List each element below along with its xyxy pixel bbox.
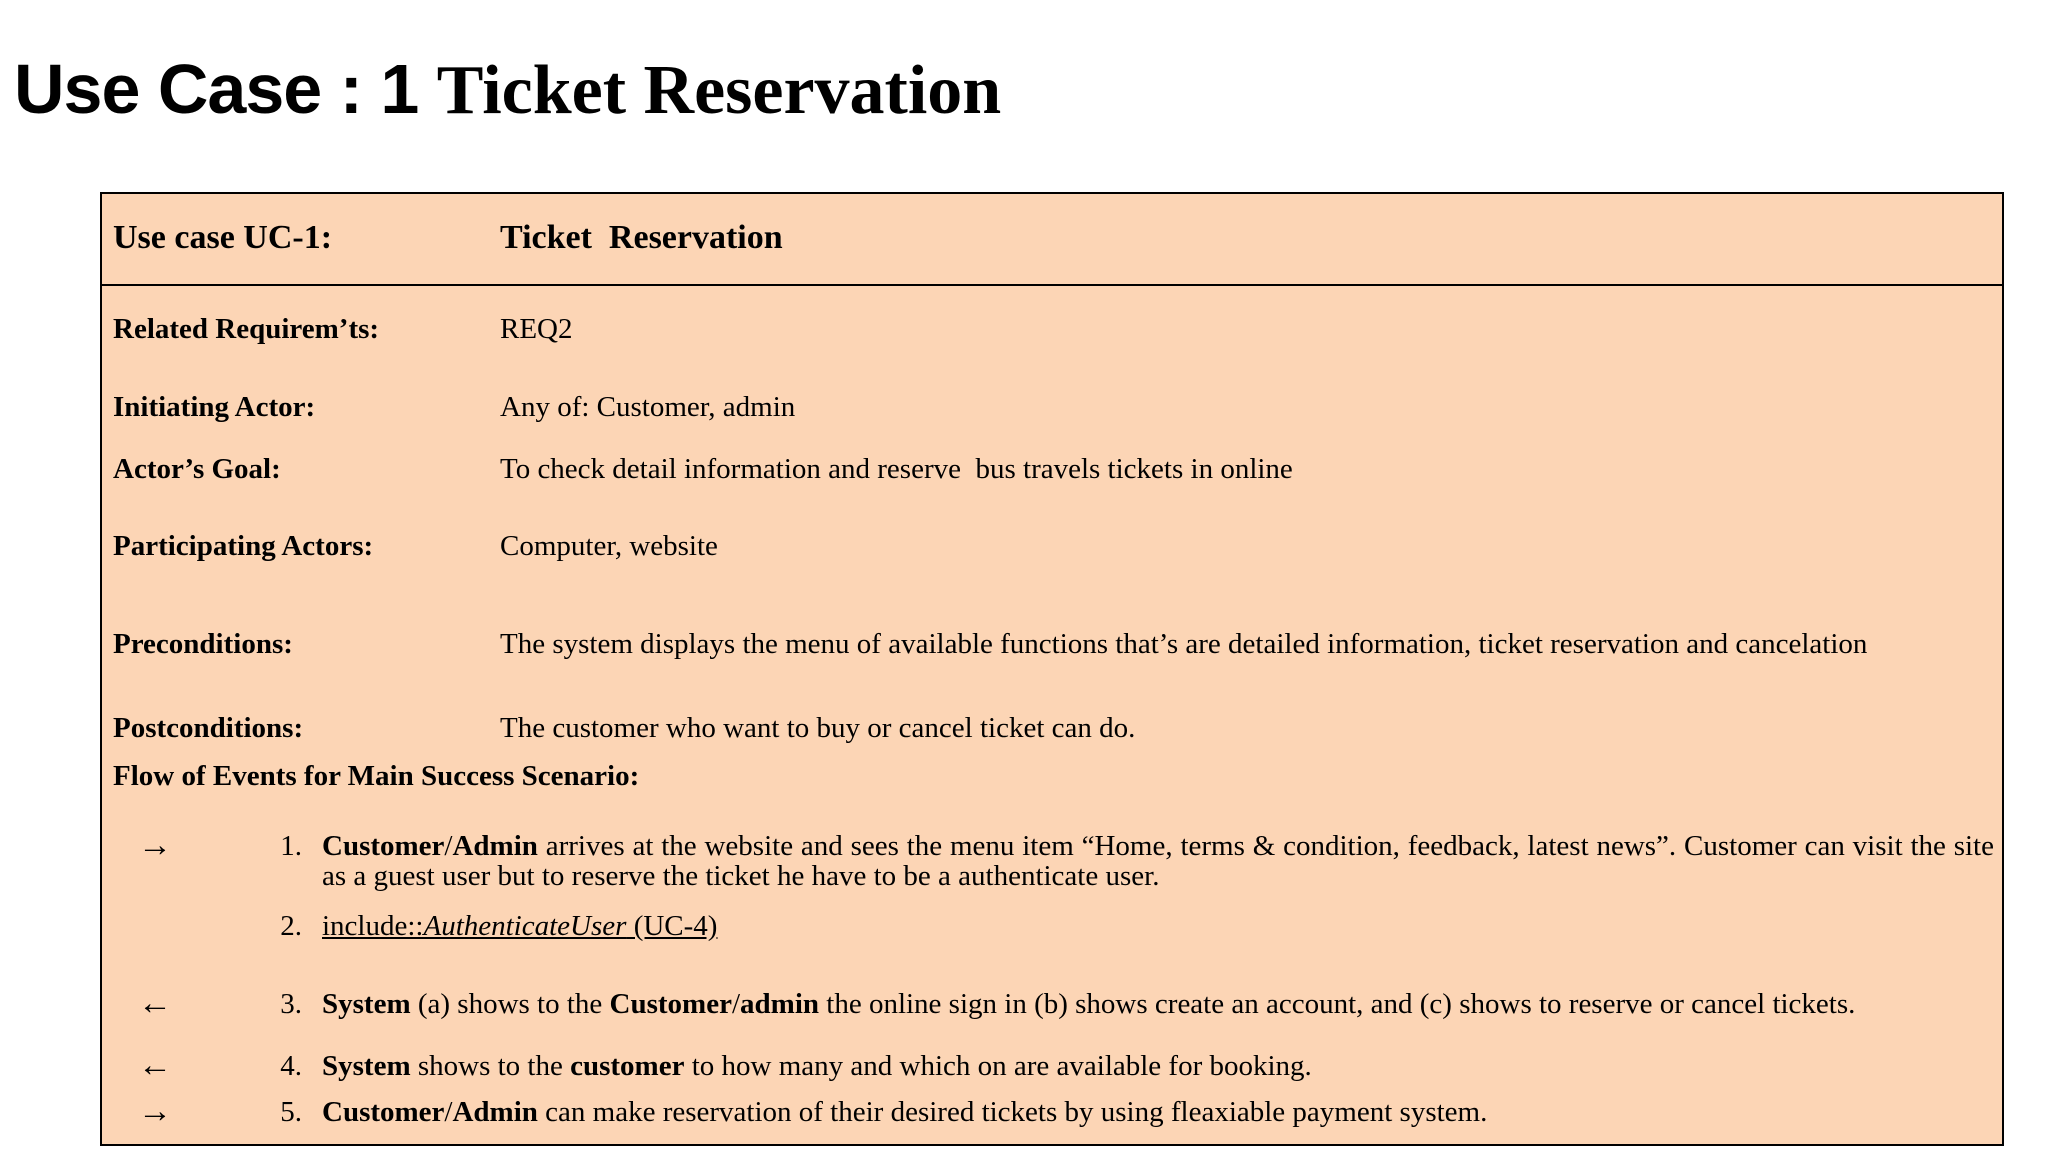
step-4-actor: System (322, 1050, 411, 1082)
preconditions-label: Preconditions: (113, 628, 293, 660)
step-2-include-prefix: include:: (322, 910, 424, 942)
step-3-actor: System (322, 988, 411, 1020)
step-5-actor: Customer (322, 1096, 445, 1128)
step-5-text (322, 1097, 1994, 1127)
step-3-description-a: (a) shows to the (410, 988, 610, 1020)
related-requirements-value: REQ2 (500, 313, 573, 345)
step-3-actor-2: Customer (609, 988, 732, 1020)
initiating-actor-value: Any of: Customer, admin (500, 391, 796, 423)
initiating-actor-label: Initiating Actor: (113, 391, 316, 423)
step-3-text (322, 989, 1994, 1019)
step-4-number: 4. (280, 1050, 302, 1082)
step-2-include-link[interactable] (322, 910, 717, 942)
step-3-actor-3: admin (740, 988, 820, 1020)
step-1-text (322, 831, 1994, 891)
step-3-description-b: the online sign in (b) shows create an account, and (c) shows to reserve or cancel tickets. (819, 988, 1856, 1020)
step-2-text (322, 911, 1994, 941)
participating-actors-label: Participating Actors: (113, 530, 374, 562)
step-1-slash: / (444, 830, 453, 862)
step-3-arrow-left-icon: ← (138, 985, 172, 1022)
step-5-description: can make reservation of their desired tickets by using fleaxiable payment system. (537, 1096, 1488, 1128)
step-4-description-a: shows to the (410, 1050, 571, 1082)
step-5-actor-2: Admin (452, 1096, 538, 1128)
step-1-actor: Customer (322, 830, 445, 862)
step-5-arrow-right-icon: → (138, 1093, 172, 1130)
step-1-description: arrives at the website and sees the menu item “Home, terms & condition, feedback, latest news”. Customer can visit the site as a guest user but to reserve the ticket he have to be a authenticate user. (322, 830, 1994, 892)
step-4-arrow-left-icon: ← (138, 1047, 172, 1084)
step-4-actor-2: customer (570, 1050, 685, 1082)
step-2-number: 2. (280, 910, 302, 942)
actors-goal-label: Actor’s Goal: (113, 453, 281, 485)
step-2-include-ref: (UC-4) (626, 910, 718, 942)
slide-title-main: Ticket Reservation (436, 52, 1002, 129)
actors-goal-value: To check detail information and reserve bus travels tickets in online (500, 453, 1293, 485)
step-1-actor-2: Admin (452, 830, 538, 862)
step-3-number: 3. (280, 988, 302, 1020)
flow-of-events-heading: Flow of Events for Main Success Scenario: (113, 760, 640, 792)
slide-title-prefix: Use Case : 1 (14, 50, 437, 128)
use-case-name: Ticket Reservation (500, 219, 783, 256)
related-requirements-label: Related Requirem’ts: (113, 313, 380, 345)
step-1-number: 1. (280, 830, 302, 862)
slide-title (14, 44, 1001, 136)
postconditions-label: Postconditions: (113, 712, 304, 744)
postconditions-value: The customer who want to buy or cancel ticket can do. (500, 712, 1136, 744)
participating-actors-value: Computer, website (500, 530, 718, 562)
step-2-include-name: AuthenticateUser (423, 910, 627, 942)
preconditions-value: The system displays the menu of available functions that’s are detailed information, ticket reservation and cancelation (500, 628, 1868, 660)
step-3-slash: / (731, 988, 741, 1020)
use-case-id-label: Use case UC-1: (113, 219, 333, 256)
use-case-header-row (102, 194, 2002, 286)
step-1-arrow-right-icon: → (138, 827, 172, 864)
step-5-number: 5. (280, 1096, 302, 1128)
step-4-text (322, 1051, 1994, 1081)
step-4-description-b: to how many and which on are available for booking. (684, 1050, 1312, 1082)
use-case-table (100, 192, 2004, 1146)
step-5-slash: / (444, 1096, 453, 1128)
